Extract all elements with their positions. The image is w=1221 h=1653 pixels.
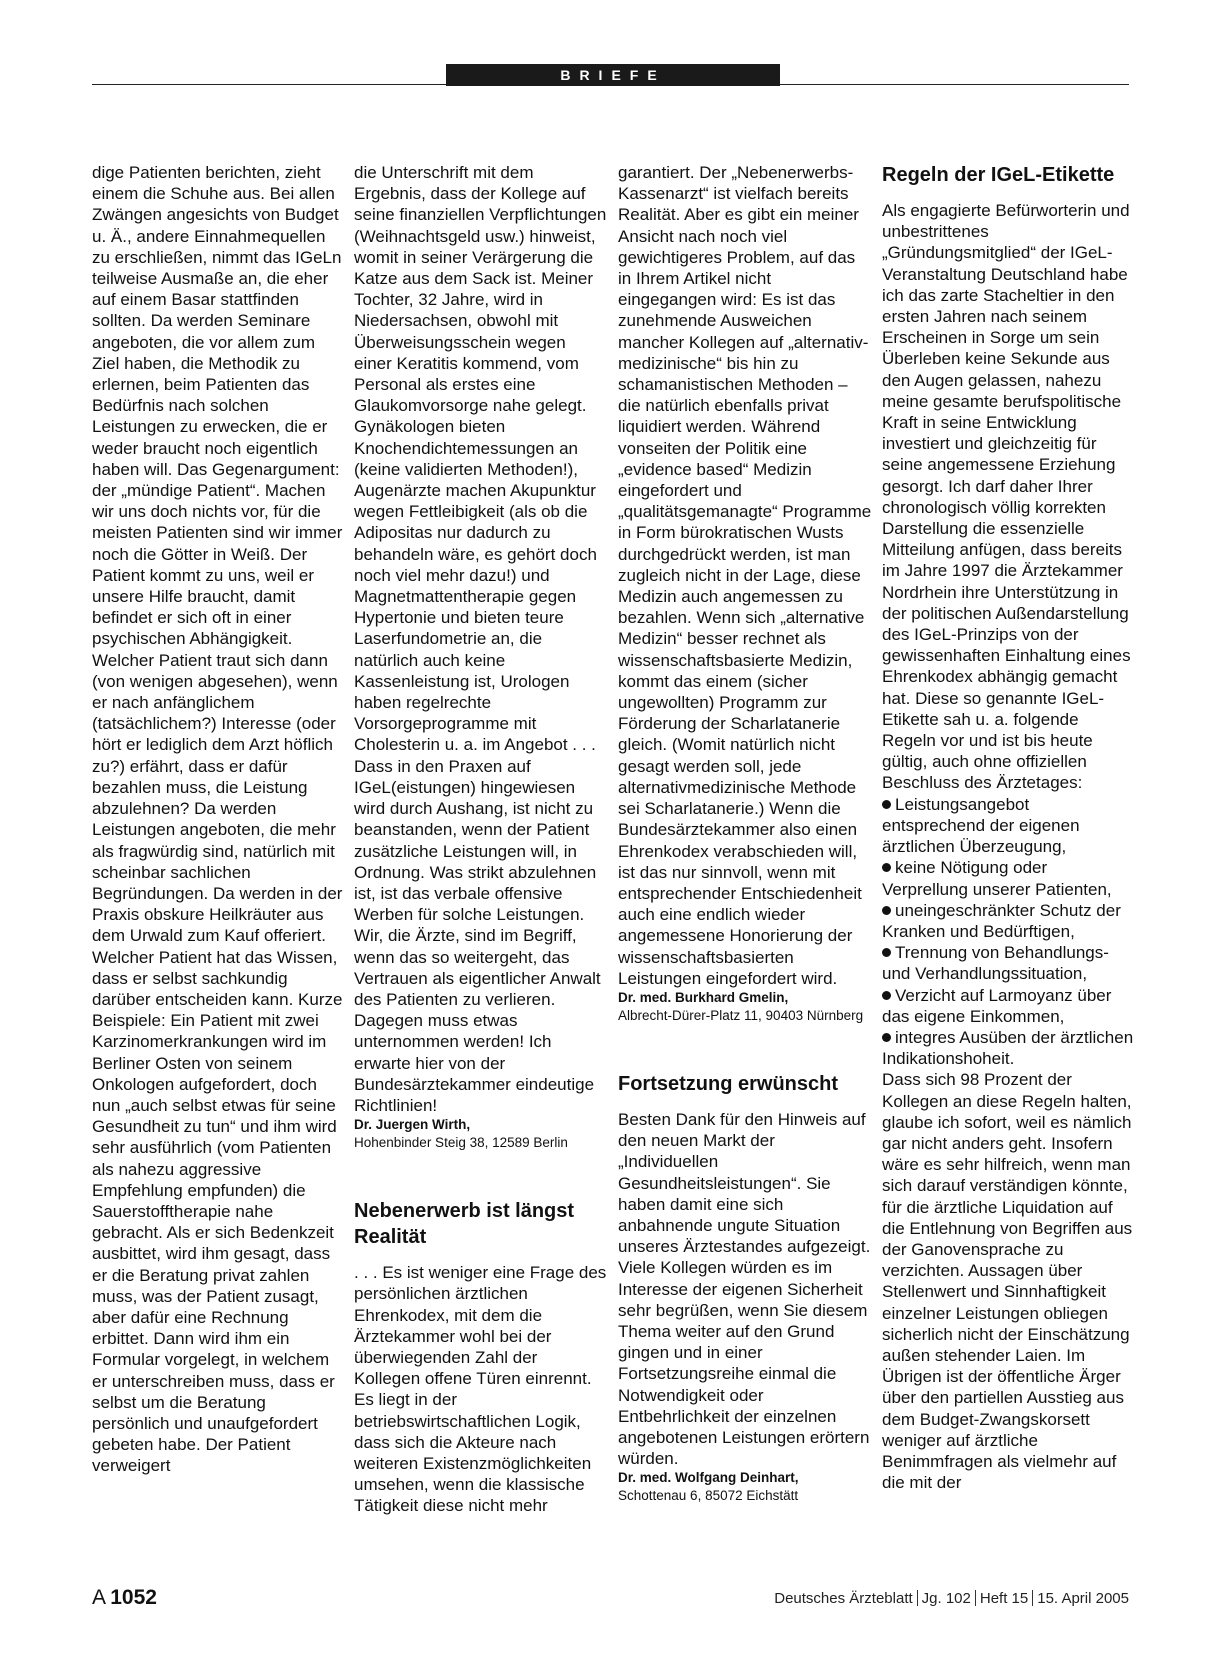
- column-2: [354, 162, 608, 1517]
- letter-address: Hohenbinder Steig 38, 12589 Berlin: [354, 1135, 568, 1151]
- letter-author: Dr. med. Wolfgang Deinhart,: [618, 1470, 799, 1486]
- bullet-icon: [882, 1033, 891, 1042]
- journal-name: Deutsches Ärzteblatt: [774, 1590, 913, 1607]
- letter-text: die Unterschrift mit dem Ergebnis, dass der Kollege auf seine finanziellen Verpflichtungen (Weihnachtsgeld usw.) hinweist, womit in seiner Verärgerung die Katze aus dem Sack ist. Meiner Tochter, 32 Jahre, wird in Niedersachsen, obwohl mit Überweisungsschein wegen einer Keratitis kommend, vom Personal als erstes eine Glaukomvorsorge nahe gelegt. Gynäkologen bieten Knochendichtemessungen an (keine validierten Methoden!), Augenärzte machen Akupunktur wegen Fettleibigkeit (als ob die Adipositas nur dadurch zu behandeln wäre, es gehört doch noch viel mehr dazu!) und Magnetmattentherapie gegen Hypertonie und bieten teure Laserfundometrie an, die natürlich auch keine Kassenleistung ist, Urologen haben regelrechte Vorsorgeprogramme mit Cholesterin u. a. im Angebot . . . Dass in den Praxen auf IGeL(eistungen) hingewiesen wird durch Aushang, ist nicht zu beanstanden, wenn der Patient zusätzliche Leistungen will, in Ordnung. Was strikt abzulehnen ist, ist das verbale offensive Werben für solche Leistungen. Wir, die Ärzte, sind im Begriff, wenn das so weitergeht, das Vertrauen als eigentlicher Anwalt des Patienten zu verlieren. Dagegen muss etwas unternommen werden! Ich erwarte hier von der Bundesärztekammer eindeutige Richtlinien!: [354, 163, 607, 1115]
- letter-text: dige Patienten berichten, zieht einem die Schuhe aus. Bei allen Zwängen angesichts von Budget u. Ä., andere Einnahmequellen zu erschließen, nimmt das IGeLn teilweise Ausmaße an, die eher auf einem Basar stattfinden sollten. Da werden Seminare angeboten, die vor allem zum Ziel haben, die Methodik zu erlernen, beim Patienten das Bedürfnis nach solchen Leistungen zu erwecken, die er weder braucht noch eigentlich haben will. Das Gegenargument: der „mündige Patient“. Machen wir uns doch nichts vor, für die meisten Patienten sind wir immer noch die Götter in Weiß. Der Patient kommt zu uns, weil er unsere Hilfe braucht, damit befindet er sich oft in einer psychischen Abhängigkeit. Welcher Patient traut sich dann (von wenigen abgesehen), wenn er nach anfänglichem (tatsächlichem?) Interesse (oder hört er lediglich dem Arzt höflich zu?) erfährt, dass er dafür bezahlen muss, die Leistung abzulehnen? Da werden Leistungen angeboten, die mehr als fragwürdig sind, natürlich mit scheinbar sachlichen Begründungen. Da werden in der Praxis obskure Heilkräuter aus dem Urwald zum Kauf offeriert. Welcher Patient hat das Wissen, dass er selbst sachkundig darüber entscheiden kann. Kurze Beispiele: Ein Patient mit zwei Karzinomerkrankungen wird im Berliner Osten von seinem Onkologen aufgefordert, doch nun „auch selbst etwas für seine Gesundheit zu tun“ und ihm wird sehr ausführlich (vom Patienten als nahezu aggressive Empfehlung empfunden) die Sauerstofftherapie nahe gebracht. Als er sich Bedenkzeit ausbittet, wird ihm gesagt, dass er die Beratung privat zahlen muss, was der Patient zusagt, aber dafür eine Rechnung erbittet. Dann wird ihm ein Formular vorgelegt, in welchem er unterschreiben muss, dass er selbst um die Beratung persönlich und unaufgefordert gebeten habe. Der Patient verweigert: [92, 163, 343, 1476]
- bullet-icon: [882, 906, 891, 915]
- rule-item: Trennung von Behandlungs- und Verhandlungssituation,: [882, 943, 1109, 984]
- letter-address: Albrecht-Dürer-Platz 11, 90403 Nürnberg: [618, 1007, 864, 1023]
- page-number: A 1052: [92, 1586, 157, 1609]
- section-tab: BRIEFE: [446, 64, 780, 86]
- letter-text: garantiert. Der „Nebenerwerbs-Kassenarzt“ ist vielfach bereits Realität. Aber es gibt ein meiner Ansicht nach noch viel gewichtigeres Problem, auf das in Ihrem Artikel nicht eingegangen wird: Es ist das zunehmende Ausweichen mancher Kollegen auf „alternativ-medizinische“ bis hin zu schamanistischen Methoden – die natürlich ebenfalls privat liquidiert werden. Während vonseiten der Politik eine „evidence based“ Medizin eingefordert und „qualitätsgemanagte“ Programme in Form bürokratischen Wusts durchgedrückt werden, ist man zugleich nicht in der Lage, diese Medizin auch angemessen zu bezahlen. Wenn sich „alternative Medizin“ besser rechnet als wissenschaftsbasierte Medizin, kommt das einem (sicher ungewollten) Programm zur Förderung der Scharlatanerie gleich. (Womit natürlich nicht gesagt werden soll, jede alternativmedizinische Methode sei Scharlatanerie.) Wenn die Bundesärztekammer also einen Ehrenkodex verabschieden will, ist das nur sinnvoll, wenn mit entsprechender Entschiedenheit auch eine endlich wieder angemessene Honorierung der wissenschaftsbasierten Leistungen eingefordert wird.: [618, 163, 872, 988]
- column-4: [882, 162, 1136, 1493]
- letter-text: Als engagierte Befürworterin und unbestrittenes „Gründungsmitglied“ der IGeL-Veranstaltung Deutschland habe ich das zarte Stacheltier in den ersten Jahren nach seinem Erscheinen in Sorge um sein Überleben keine Sekunde aus den Augen gelassen, nahezu meine gesamte berufspolitische Kraft in seine Entwicklung investiert und gleichzeitig für seine angemessene Erziehung gesorgt. Ich darf daher Ihrer chronologisch völlig korrekten Darstellung die essenzielle Mitteilung anfügen, dass bereits im Jahre 1997 die Ärztekammer Nordrhein ihre Unterstützung in der politischen Außendarstellung des IGeL-Prinzips von der gewissenhaften Einhaltung eines Ehrenkodex abhängig gemacht hat. Diese so genannte IGeL-Etikette sah u. a. folgende Regeln vor und ist bis heute gültig, auch ohne offiziellen Beschluss des Ärztetages:: [882, 201, 1131, 793]
- letter-headline: Fortsetzung erwünscht: [618, 1072, 839, 1095]
- rules-list: [882, 794, 1136, 1070]
- journal-volume: Jg. 102: [921, 1590, 971, 1607]
- bullet-icon: [882, 863, 891, 872]
- journal-issue: Heft 15: [979, 1590, 1029, 1607]
- letter-headline: Nebenerwerb ist längst Realität: [354, 1200, 575, 1249]
- letter-text: . . . Es ist weniger eine Frage des persönlichen ärztlichen Ehrenkodex, mit dem die Ärztekammer wohl bei der überwiegenden Zahl der Kollegen offene Türen einrennt. Es liegt in der betriebswirtschaftlichen Logik, dass sich die Akteure nach weiteren Existenzmöglichkeiten umsehen, wenn die klassische Tätigkeit diese nicht mehr: [354, 1263, 607, 1516]
- column-3: [618, 162, 872, 1505]
- bullet-icon: [882, 800, 891, 809]
- rule-item: Leistungsangebot entsprechend der eigenen ärztlichen Überzeugung,: [882, 794, 1080, 857]
- journal-info: [774, 1590, 1129, 1607]
- bullet-icon: [882, 948, 891, 957]
- bullet-icon: [882, 991, 891, 1000]
- letter-headline: Regeln der IGeL-Etikette: [882, 164, 1115, 186]
- rule-item: uneingeschränkter Schutz der Kranken und Bedürftigen,: [882, 900, 1121, 941]
- column-1: [92, 162, 346, 1477]
- rule-item: keine Nötigung oder Verprellung unserer Patienten,: [882, 858, 1112, 899]
- letter-author: Dr. Juergen Wirth,: [354, 1117, 471, 1133]
- letter-text: Dass sich 98 Prozent der Kollegen an diese Regeln halten, glaube ich sofort, weil es nämlich gar nicht anders geht. Insofern wäre es sehr hilfreich, wenn man sich darauf verständigen könnte, für die ärztliche Liquidation auf die Entlehnung von Begriffen aus der Ganovensprache zu verzichten. Aussagen über Stellenwert und Sinnhaftigkeit einzelner Leistungen obliegen sicherlich nicht der Einschätzung außen stehender Laien. Im Übrigen ist der öffentliche Ärger über den partiellen Ausstieg aus dem Budget-Zwangskorsett weniger auf ärztliche Benimmfragen als vielmehr auf die mit der: [882, 1070, 1133, 1493]
- journal-date: 15. April 2005: [1037, 1590, 1129, 1607]
- rule-item: Verzicht auf Larmoyanz über das eigene Einkommen,: [882, 985, 1112, 1026]
- rule-item: integres Ausüben der ärztlichen Indikationshoheit.: [882, 1027, 1134, 1069]
- letter-address: Schottenau 6, 85072 Eichstätt: [618, 1488, 799, 1504]
- letter-author: Dr. med. Burkhard Gmelin,: [618, 989, 789, 1005]
- letter-text: Besten Dank für den Hinweis auf den neuen Markt der „Individuellen Gesundheitsleistungen“. Sie haben damit eine sich anbahnende ungute Situation unseres Ärztestandes aufgezeigt. Viele Kollegen würden es im Interesse der eigenen Sicherheit sehr begrüßen, wenn Sie diesem Thema weiter auf den Grund gingen und in einer Fortsetzungsreihe einmal die Notwendigkeit oder Entbehrlichkeit der einzelnen angebotenen Leistungen erörtern würden.: [618, 1109, 871, 1469]
